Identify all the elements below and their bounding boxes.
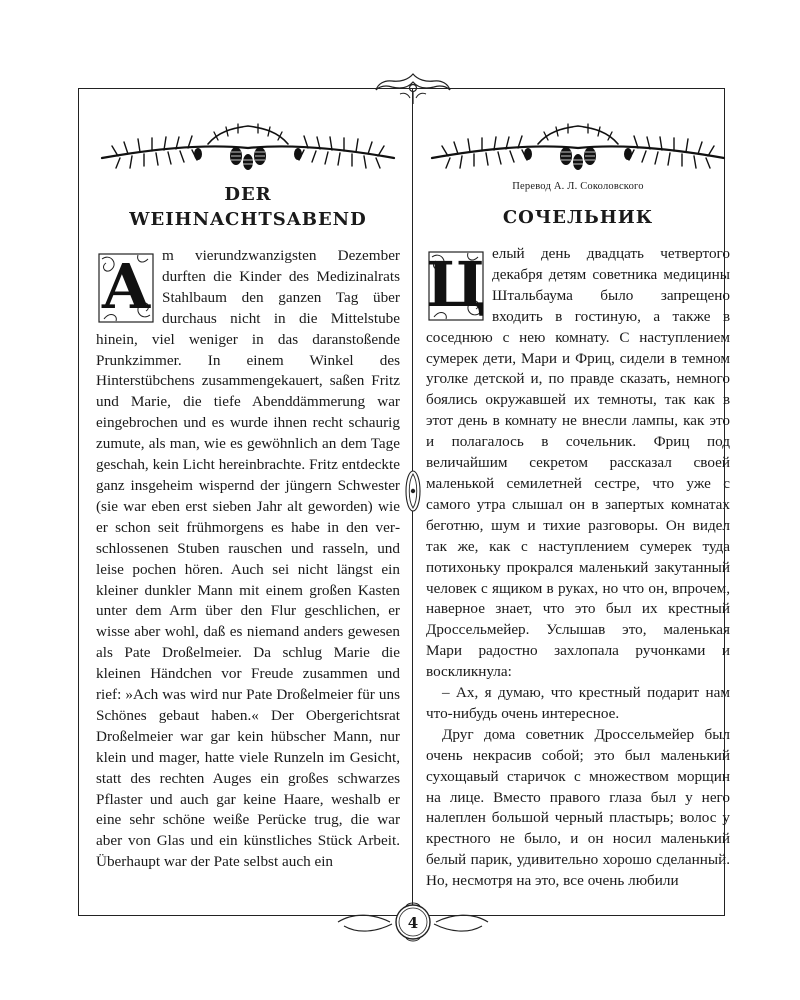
russian-paragraph-1: елый день двадцать четвертого декабря детям советника медицины Штальбаума было запрещено входить в гостиную, а также в соседнюю с нею комнату. С наступлением сумерек дети, Мари и Фриц, сидели в темном уголке детской и, по правде сказать, немного боялись окружавшей их темноты, так как в этот день в комнату не внесли лампы, как это и полагалось в сочельник. Фриц под величайшим секретом рассказал своей маленькой семилетней сестре, что уже с самого утра слышал он в запертых комнатах беготню, шум и тихие разговоры. Он видел так же, как с наступлением сумерек туда потихоньку прокрался маленький закутанный человек с ящиком в руках, но что он, впрочем, наверное знает, что это был их крестный Дроссельмейер. Услышав это, маленькая Мари радостно захлопала ручонками и воскликнула: [426,245,730,681]
fir-bough-ornament-left [98,118,398,180]
middle-divider-ornament [402,466,424,516]
german-title [96,182,400,232]
german-title-line-1: DER [224,184,272,205]
russian-title: СОЧЕЛЬНИК [502,207,654,228]
frame-left-rule [78,88,79,916]
german-dropcap-letter: A [101,250,151,323]
german-body-text [96,246,400,873]
german-column [96,118,400,873]
russian-dropcap [426,247,486,325]
translator-credit: Перевод А. Л. Соколовского [512,181,644,192]
russian-paragraph-2: – Ах, я думаю, что крестный подарит нам что-нибудь очень интересное. [426,684,730,722]
top-flourish-ornament [370,70,456,106]
russian-dropcap-letter: Ц [426,248,486,321]
german-title-line-2: WEIHNACHTSABEND [129,209,367,230]
page-number: 4 [407,914,419,932]
russian-body-text [426,244,730,892]
russian-column [426,118,730,892]
russian-paragraph-3: Друг дома советник Дроссельмейер был очень некрасив собой; это был маленький сухощавый старичок с множеством морщин на лице. Вместо правого глаза был у него налеплен большой черный пластырь; волос у крестного не было, и он носил маленький белый парик, удивительно хорошо сделанный. Но, несмотря на это, все очень любили [426,725,730,890]
fir-bough-ornament-right [428,118,728,180]
german-paragraph-1: m vierundzwanzigsten Dezember durften die Kinder des Medizinalrats Stahlbaum den ganzen Tag über durchaus nicht in die Mittelstube hinein, viel weniger in das daranstoßende Prunkzimmer. In einem Winkel des Hinterstübchens zusammengekauert, saßen Fritz und Marie, die tiefe Abenddämmerung war eingebrochen und es wurde ihnen recht schaurig zumute, als man, wie es gewöhnlich an dem Tage geschah, kein Licht hereinbrachte. Fritz entdeckte ganz insgeheim wispernd der jüngern Schwester (sie war eben erst sieben Jahr alt geworden) wie er schon seit frühmorgens es habe in den verschlossenen Stuben rauschen und rasseln, und leise pochen hören. Auch sei nicht längst ein kleiner dunkler Mann mit einem großen Kasten unter dem Arm über den Flur geschlichen, er wisse aber wohl, daß es niemand anders gewesen als Pate Droßelmeier. Da schlug Marie die kleinen Händchen vor Freude zusammen und rief: »Ach was wird nur Pate Droßelmeier für uns Schönes gebaut haben.« Der Obergerichtsrat Droßelmeier war gar kein hübscher Mann, nur klein und mager, hatte viele Runzeln im Gesicht, statt des rechten Auges ein großes schwarzes Pflaster und auch gar keine Haare, weshalb er eine sehr schöne weiße Perücke trug, die war aber von Glas und ein künstliches Stück Arbeit. Überhaupt war der Pate selbst auch ein [96,247,400,871]
german-dropcap [96,249,156,327]
